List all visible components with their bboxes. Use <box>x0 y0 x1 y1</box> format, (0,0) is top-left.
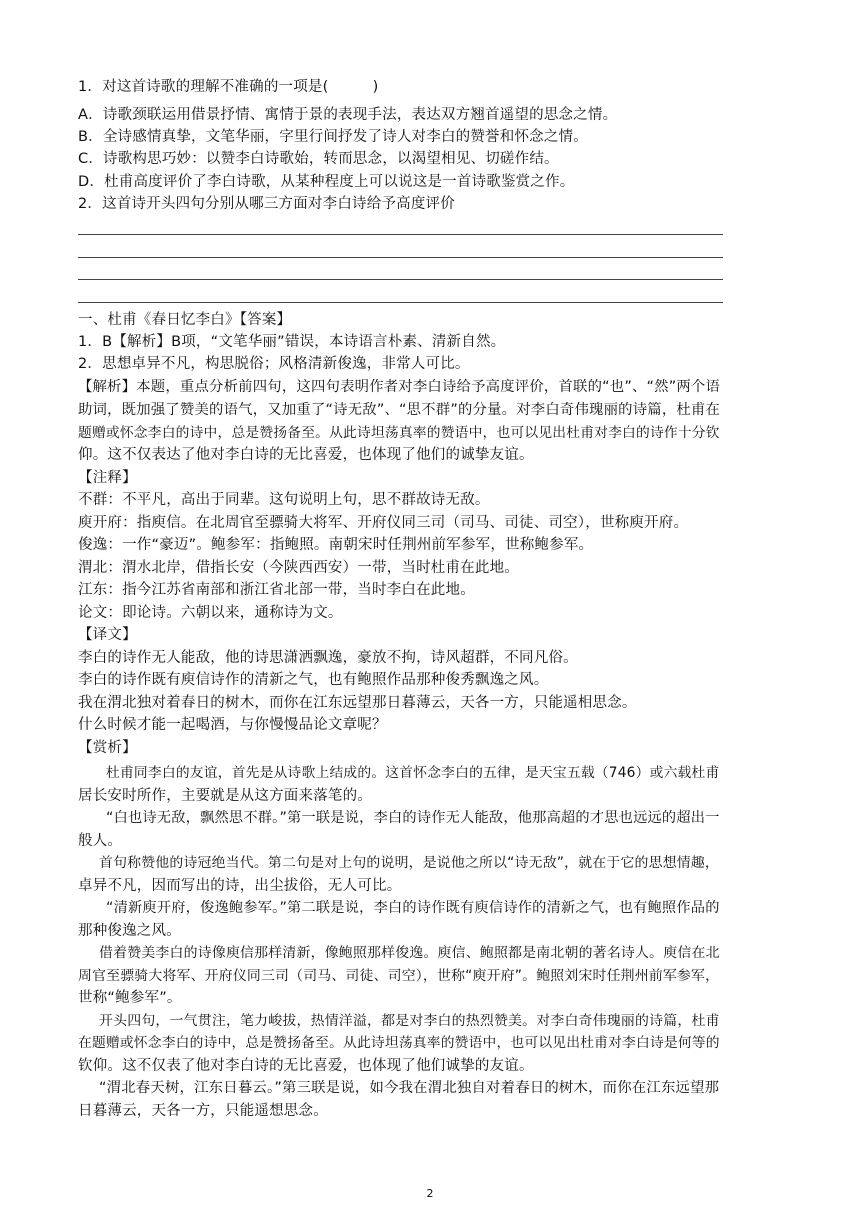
appreciation-line: “渭北春天树，江东日暮云。”第三联是说，如今我在渭北独自对着春日的树木，而你在江东远望那 <box>99 1080 720 1096</box>
answer-line <box>78 302 723 303</box>
note-item: 俊逸：一作“豪迈”。鲍参军：指鲍照。南朝宋时任荆州前军参军，世称鲍参军。 <box>78 537 594 553</box>
page-number: 2 <box>426 1187 434 1200</box>
note-item: 江东：指今江苏省南部和浙江省北部一带，当时李白在此地。 <box>78 582 475 598</box>
answer-line <box>78 257 723 258</box>
analysis-line: 【解析】本题，重点分析前四句，这四句表明作者对李白诗给予高度评价，首联的“也”、“然”两个语 <box>78 379 721 395</box>
appreciation-line: 杜甫同李白的友谊，首先是从诗歌上结成的。这首怀念李白的五律，是天宝五载（746）或六载杜甫 <box>106 765 720 781</box>
answer-1: 1．B【解析】B项，“文笔华丽”错误，本诗语言朴素、清新自然。 <box>78 334 506 350</box>
appreciation-line: 周官至骠骑大将军、开府仪同三司（司马、司徒、司空），世称“庾开府”。鲍照刘宋时任荆州前军参军， <box>78 968 720 984</box>
note-item: 渭北：渭水北岸，借指长安（今陕西西安）一带，当时杜甫在此地。 <box>78 560 519 576</box>
appreciation-line: 那种俊逸之风。 <box>78 923 181 939</box>
answer-2: 2．思想卓异不凡，构思脱俗；风格清新俊逸，非常人可比。 <box>78 356 470 372</box>
appreciation-line: “白也诗无敌，飘然思不群。”第一联是说，李白的诗作无人能敌，他那高超的才思也远远的超出一 <box>106 810 720 826</box>
question-1: 1．对这首诗歌的理解不准确的一项是( ) <box>78 79 379 95</box>
question-2: 2．这首诗开头四句分别从哪三方面对李白诗给予高度评价 <box>78 196 455 212</box>
analysis-line: 仰。这不仅表达了他对李白诗的无比喜爱，也体现了他们的诚挚友谊。 <box>78 447 534 463</box>
note-item: 不群：不平凡，高出于同辈。这句说明上句，思不群故诗无敌。 <box>78 492 490 508</box>
answer-line <box>78 234 723 235</box>
appreciation-heading: 【赏析】 <box>78 740 137 756</box>
appreciation-line: 钦仰。这不仅表了他对李白诗的无比喜爱，也体现了他们诚挚的友谊。 <box>78 1058 534 1074</box>
appreciation-line: 般人。 <box>78 833 123 849</box>
note-item: 论文：即论诗。六朝以来，通称诗为文。 <box>78 605 343 621</box>
option-d: D．杜甫高度评价了李白诗歌，从某种程度上可以说这是一首诗歌鉴赏之作。 <box>78 174 575 190</box>
answer-line <box>78 279 723 280</box>
translation-heading: 【译文】 <box>78 627 137 643</box>
analysis-line: 题赠或怀念李白的诗中，总是赞扬备至。从此诗坦荡真率的赞语中，也可以见出杜甫对李白的诗作十分钦 <box>78 425 720 441</box>
appreciation-line: 卓异不凡，因而写出的诗，出尘拔俗，无人可比。 <box>78 878 402 894</box>
analysis-line: 助词，既加强了赞美的语气，又加重了“诗无敌”、“思不群”的分量。对李白奇伟瑰丽的诗篇，杜甫在 <box>78 402 721 418</box>
translation-item: 什么时候才能一起喝酒，与你慢慢品论文章呢？ <box>78 717 387 733</box>
appreciation-line: 世称“鲍参军”。 <box>78 990 182 1006</box>
notes-heading: 【注释】 <box>78 470 137 486</box>
option-c: C．诗歌构思巧妙：以赞李白诗歌始，转而思念，以渴望相见、切磋作结。 <box>78 151 559 167</box>
option-b: B．全诗感情真挚，文笔华丽，字里行间抒发了诗人对李白的赞誉和怀念之情。 <box>78 129 588 145</box>
appreciation-line: 借着赞美李白的诗像庾信那样清新，像鲍照那样俊逸。庾信、鲍照都是南北朝的著名诗人。庾信在北 <box>99 945 720 961</box>
appreciation-line: 开头四句，一气贯注，笔力峻拔，热情洋溢，都是对李白的热烈赞美。对李白奇伟瑰丽的诗篇，杜甫 <box>99 1013 720 1029</box>
translation-item: 李白的诗作既有庾信诗作的清新之气，也有鲍照作品那种俊秀飘逸之风。 <box>78 672 549 688</box>
answer-heading: 一、杜甫《春日忆李白》【答案】 <box>78 312 292 328</box>
appreciation-line: 在题赠或怀念李白的诗中，总是赞扬备至。从此诗坦荡真率的赞语中，也可以见出杜甫对李白诗是何等的 <box>78 1035 720 1051</box>
appreciation-line: 日暮薄云，天各一方，只能遥想思念。 <box>78 1103 328 1119</box>
translation-item: 我在渭北独对着春日的树木，而你在江东远望那日暮薄云，天各一方，只能遥相思念。 <box>78 695 637 711</box>
appreciation-line: “清新庾开府，俊逸鲍参军。”第二联是说，李白的诗作既有庾信诗作的清新之气，也有鲍照作品的 <box>106 900 720 916</box>
appreciation-line: 首句称赞他的诗冠绝当代。第二句是对上句的说明，是说他之所以“诗无敌”，就在于它的思想情趣， <box>99 855 720 871</box>
option-a: A．诗歌颈联运用借景抒情、寓情于景的表现手法，表达双方翘首遥望的思念之情。 <box>78 107 618 123</box>
translation-item: 李白的诗作无人能敌，他的诗思潇洒飘逸，豪放不拘，诗风超群，不同凡俗。 <box>78 650 578 666</box>
note-item: 庾开府：指庾信。在北周官至骠骑大将军、开府仪同三司（司马、司徒、司空），世称庾开府。 <box>78 515 689 531</box>
appreciation-line: 居长安时所作，主要就是从这方面来落笔的。 <box>78 788 372 804</box>
